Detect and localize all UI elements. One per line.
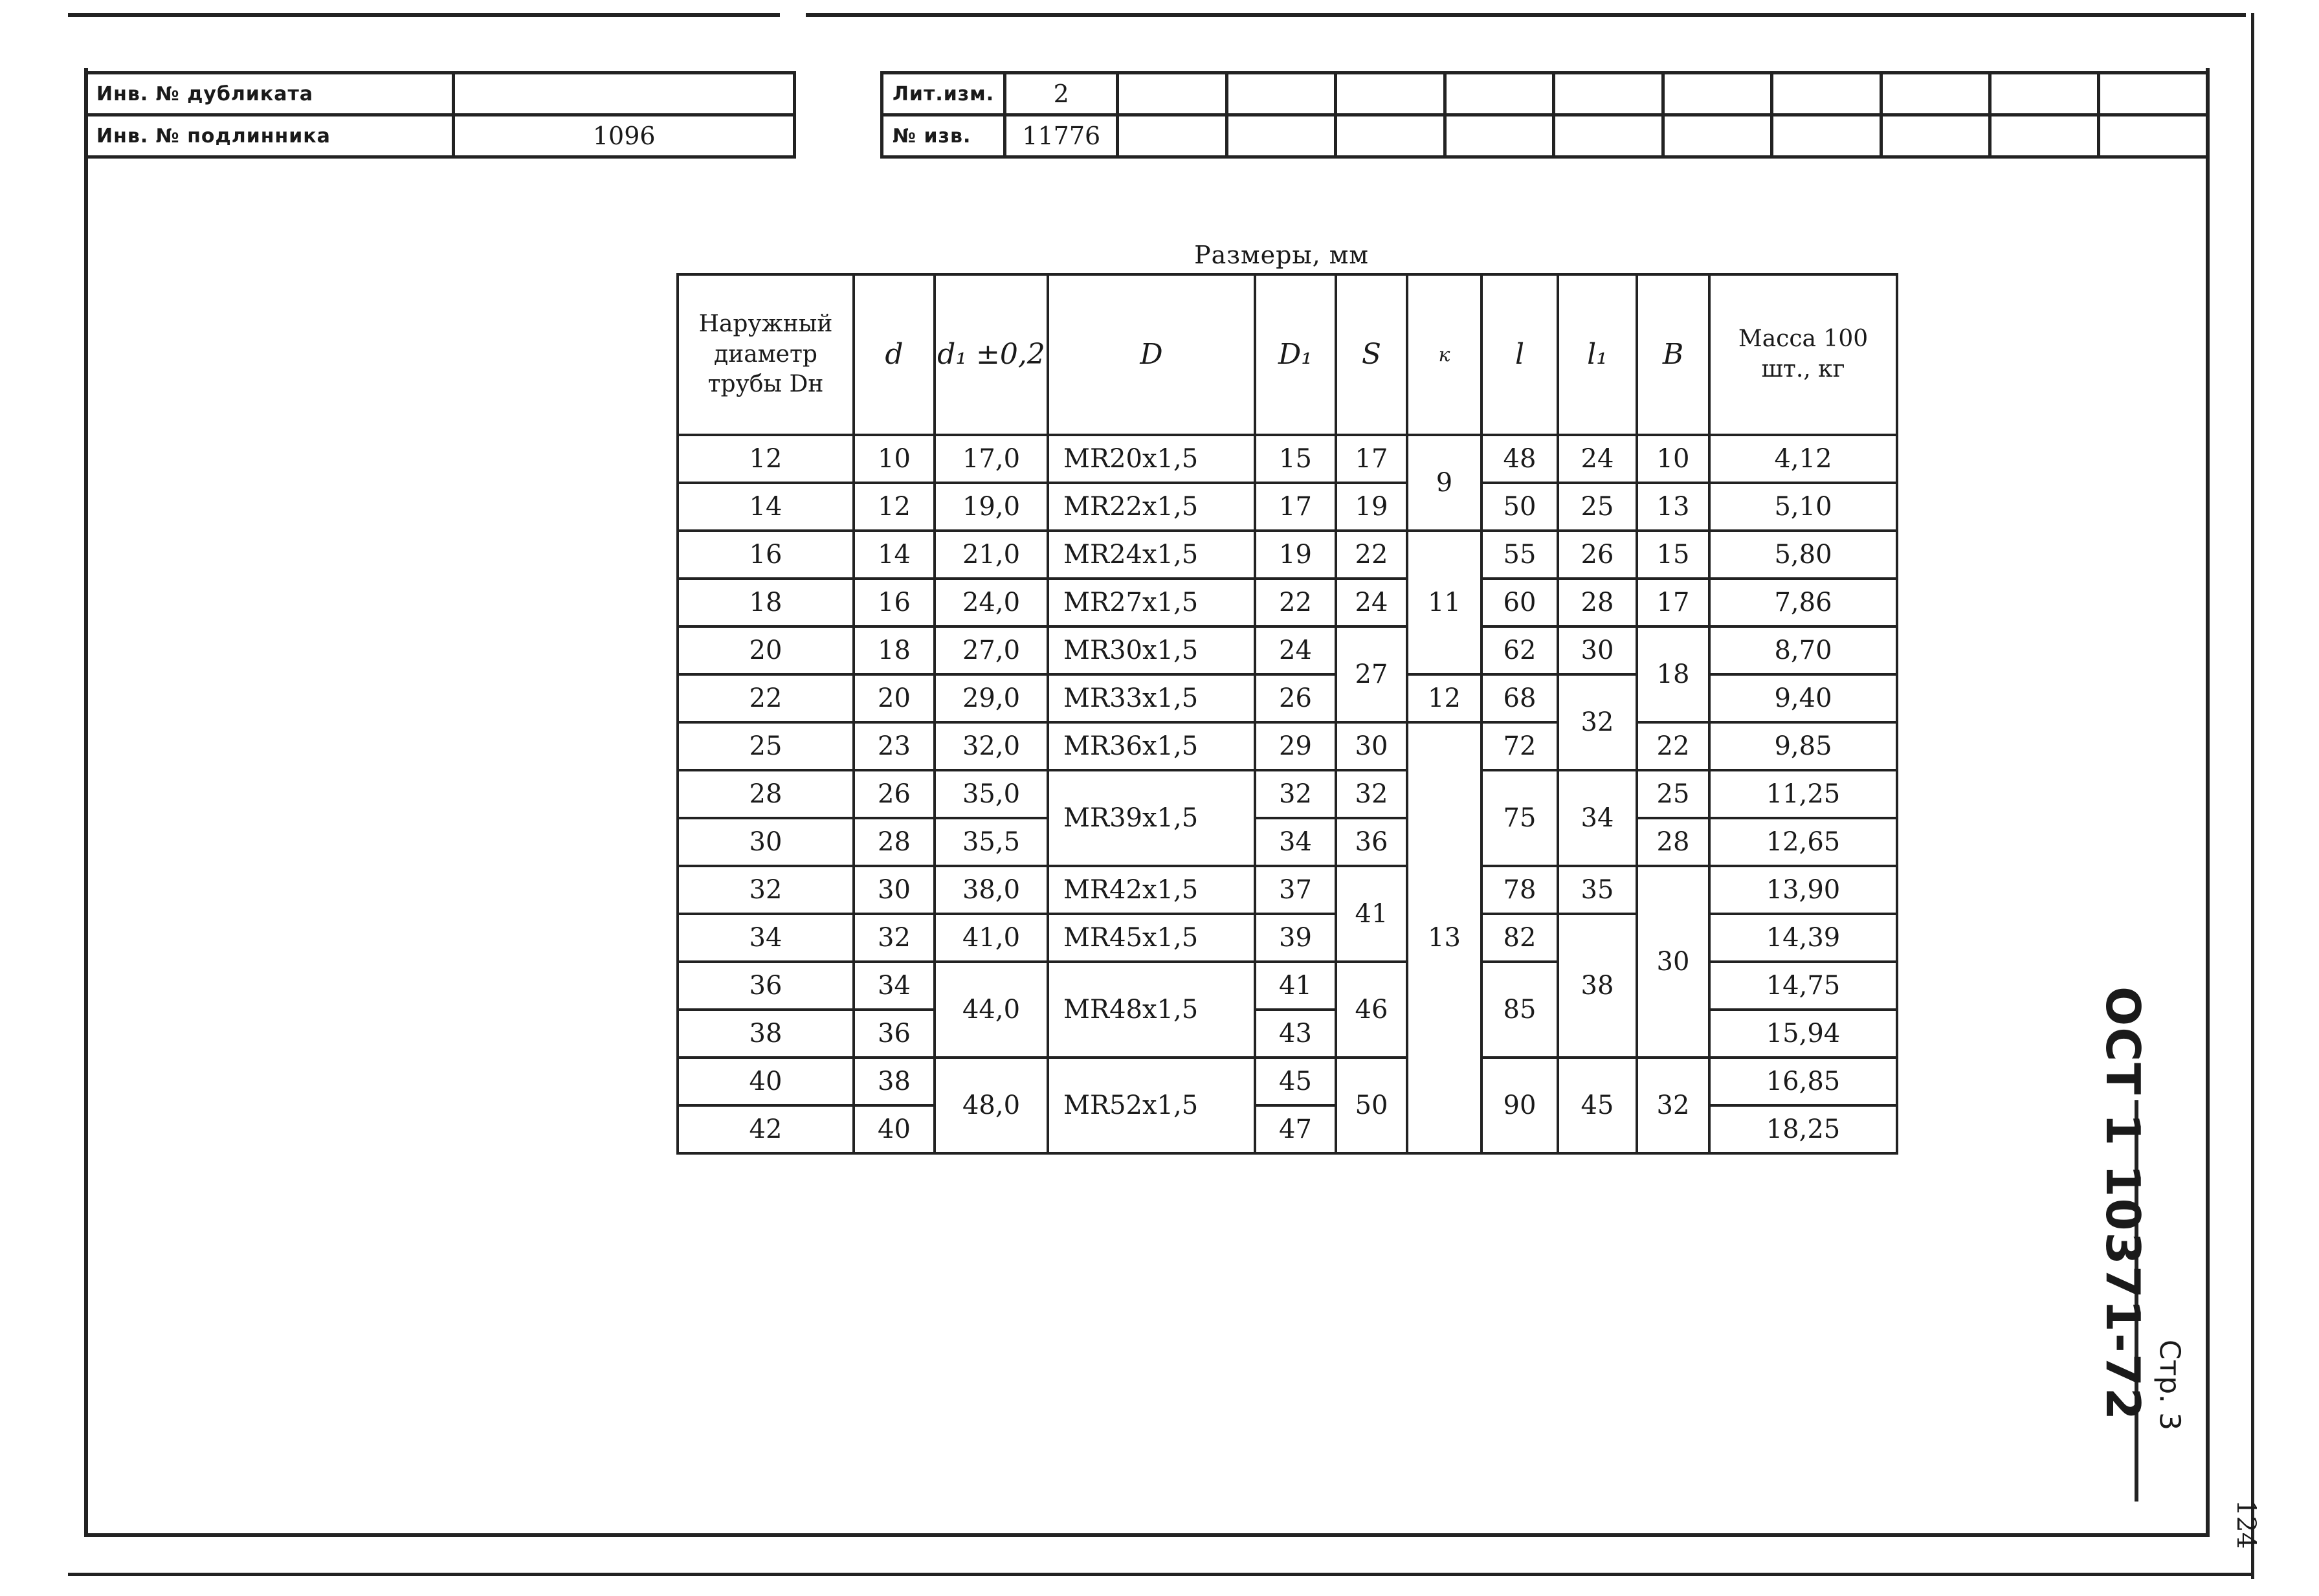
- cell-l1: 35: [1558, 866, 1637, 914]
- cell-D: MR42x1,5: [1048, 866, 1255, 914]
- cell-d1: 44,0: [935, 962, 1048, 1058]
- cell-S: 36: [1336, 818, 1407, 866]
- cell-mass: 13,90: [1709, 866, 1897, 914]
- frame-left: [84, 68, 88, 1537]
- table-row: [678, 483, 1897, 531]
- cell-l1: 32: [1558, 674, 1637, 770]
- cell-S: 30: [1336, 722, 1407, 770]
- cell-l1: 24: [1558, 435, 1637, 483]
- cell-dn: 38: [678, 1010, 854, 1058]
- cell-k: 12: [1407, 674, 1481, 722]
- header-dn: Наружный диаметр трубы Dн: [678, 274, 854, 435]
- header-B: B: [1637, 274, 1709, 435]
- cell-k: 11: [1407, 531, 1481, 674]
- cell-l1: 38: [1558, 914, 1637, 1058]
- cell-mass: 9,85: [1709, 722, 1897, 770]
- cell-dn: 40: [678, 1058, 854, 1105]
- cell-dn: 30: [678, 818, 854, 866]
- cell-d: 18: [854, 626, 935, 674]
- table-row: [678, 435, 1897, 483]
- cell-D: MR48x1,5: [1048, 962, 1255, 1058]
- cell-D1: 47: [1255, 1105, 1336, 1153]
- header-S: S: [1336, 274, 1407, 435]
- cell-D: MR24x1,5: [1048, 531, 1255, 579]
- cell-d: 23: [854, 722, 935, 770]
- inv-original-value: 1096: [454, 115, 795, 157]
- cell-S: 27: [1336, 626, 1407, 722]
- cell-l1: 34: [1558, 770, 1637, 866]
- table-row: [678, 722, 1897, 770]
- cell-S: 24: [1336, 579, 1407, 626]
- dimensions-table: [676, 273, 1898, 1155]
- inv-duplicate-label: Инв. № дубликата: [86, 73, 454, 115]
- cell-d1: 41,0: [935, 914, 1048, 962]
- cell-k: 9: [1407, 435, 1481, 531]
- top-edge-line: [68, 13, 780, 17]
- header-d: d: [854, 274, 935, 435]
- cell-B: 10: [1637, 435, 1709, 483]
- cell-l: 62: [1481, 626, 1558, 674]
- cell-l: 75: [1481, 770, 1558, 866]
- cell-mass: 7,86: [1709, 579, 1897, 626]
- cell-mass: 9,40: [1709, 674, 1897, 722]
- cell-dn: 42: [678, 1105, 854, 1153]
- frame-outer-right: [2251, 13, 2254, 1579]
- table-row: [678, 818, 1897, 866]
- cell-l: 50: [1481, 483, 1558, 531]
- cell-mass: 12,65: [1709, 818, 1897, 866]
- cell-dn: 12: [678, 435, 854, 483]
- cell-l1: 25: [1558, 483, 1637, 531]
- cell-d1: 48,0: [935, 1058, 1048, 1153]
- table-row: [678, 531, 1897, 579]
- cell-dn: 18: [678, 579, 854, 626]
- table-row: [678, 770, 1897, 818]
- cell-mass: 5,10: [1709, 483, 1897, 531]
- cell-D1: 41: [1255, 962, 1336, 1010]
- cell-B: 13: [1637, 483, 1709, 531]
- cell-D1: 26: [1255, 674, 1336, 722]
- cell-B: 15: [1637, 531, 1709, 579]
- standard-designation: ОСТ 1 10371-72: [2096, 986, 2150, 1421]
- table-row: [678, 1058, 1897, 1105]
- table-row: [678, 962, 1897, 1010]
- header-mass: Масса 100 шт., кг: [1709, 274, 1897, 435]
- cell-D1: 19: [1255, 531, 1336, 579]
- cell-l: 60: [1481, 579, 1558, 626]
- cell-l1: 26: [1558, 531, 1637, 579]
- cell-d: 34: [854, 962, 935, 1010]
- cell-l: 85: [1481, 962, 1558, 1058]
- cell-B: 22: [1637, 722, 1709, 770]
- cell-d: 32: [854, 914, 935, 962]
- cell-d: 10: [854, 435, 935, 483]
- cell-S: 32: [1336, 770, 1407, 818]
- cell-dn: 16: [678, 531, 854, 579]
- lit-value: 2: [1005, 73, 1118, 115]
- cell-k: 13: [1407, 722, 1481, 1153]
- cell-S: 50: [1336, 1058, 1407, 1153]
- table-row: [678, 914, 1897, 962]
- cell-S: 22: [1336, 531, 1407, 579]
- table-row: [678, 866, 1897, 914]
- cell-dn: 22: [678, 674, 854, 722]
- table-row: [678, 1105, 1897, 1153]
- cell-l: 68: [1481, 674, 1558, 722]
- cell-l1: 30: [1558, 626, 1637, 674]
- cell-B: 30: [1637, 866, 1709, 1058]
- cell-B: 17: [1637, 579, 1709, 626]
- cell-dn: 34: [678, 914, 854, 962]
- cell-D: MR36x1,5: [1048, 722, 1255, 770]
- cell-D: MR52x1,5: [1048, 1058, 1255, 1153]
- cell-D: MR45x1,5: [1048, 914, 1255, 962]
- cell-D1: 39: [1255, 914, 1336, 962]
- cell-l: 82: [1481, 914, 1558, 962]
- cell-D1: 17: [1255, 483, 1336, 531]
- cell-dn: 25: [678, 722, 854, 770]
- cell-D1: 32: [1255, 770, 1336, 818]
- cell-l: 78: [1481, 866, 1558, 914]
- cell-d: 36: [854, 1010, 935, 1058]
- cell-D: MR33x1,5: [1048, 674, 1255, 722]
- cell-d1: 35,5: [935, 818, 1048, 866]
- cell-l1: 45: [1558, 1058, 1637, 1153]
- cell-S: 17: [1336, 435, 1407, 483]
- change-record-stamp: [880, 71, 2210, 159]
- lit-label: Лит.изм.: [882, 73, 1005, 115]
- header-row: [678, 274, 1897, 435]
- change-label: № изв.: [882, 115, 1005, 157]
- cell-d: 28: [854, 818, 935, 866]
- cell-D: MR27x1,5: [1048, 579, 1255, 626]
- cell-B: 25: [1637, 770, 1709, 818]
- cell-d1: 21,0: [935, 531, 1048, 579]
- header-k: к: [1407, 274, 1481, 435]
- cell-d: 14: [854, 531, 935, 579]
- cell-B: 32: [1637, 1058, 1709, 1153]
- top-edge-line-right: [806, 13, 2246, 17]
- table-title: Размеры, мм: [1194, 241, 1369, 269]
- header-l: l: [1481, 274, 1558, 435]
- cell-D1: 45: [1255, 1058, 1336, 1105]
- cell-D1: 43: [1255, 1010, 1336, 1058]
- cell-d1: 29,0: [935, 674, 1048, 722]
- cell-l: 72: [1481, 722, 1558, 770]
- header-l1: l₁: [1558, 274, 1637, 435]
- inv-original-label: Инв. № подлинника: [86, 115, 454, 157]
- cell-mass: 11,25: [1709, 770, 1897, 818]
- cell-B: 18: [1637, 626, 1709, 722]
- cell-S: 46: [1336, 962, 1407, 1058]
- cell-D1: 34: [1255, 818, 1336, 866]
- cell-d1: 38,0: [935, 866, 1048, 914]
- cell-mass: 16,85: [1709, 1058, 1897, 1105]
- cell-d: 38: [854, 1058, 935, 1105]
- cell-B: 28: [1637, 818, 1709, 866]
- cell-d1: 35,0: [935, 770, 1048, 818]
- cell-d: 12: [854, 483, 935, 531]
- cell-dn: 14: [678, 483, 854, 531]
- header-d1: d₁ ±0,2: [935, 274, 1048, 435]
- cell-D: MR20x1,5: [1048, 435, 1255, 483]
- inv-duplicate-value: [454, 73, 795, 115]
- cell-D1: 24: [1255, 626, 1336, 674]
- cell-mass: 4,12: [1709, 435, 1897, 483]
- cell-d: 20: [854, 674, 935, 722]
- cell-mass: 5,80: [1709, 531, 1897, 579]
- cell-D1: 22: [1255, 579, 1336, 626]
- bottom-edge-line: [68, 1573, 2254, 1576]
- cell-mass: 14,39: [1709, 914, 1897, 962]
- table-row: [678, 579, 1897, 626]
- cell-d1: 17,0: [935, 435, 1048, 483]
- header-D: D: [1048, 274, 1255, 435]
- header-D1: D₁: [1255, 274, 1336, 435]
- cell-l: 90: [1481, 1058, 1558, 1153]
- cell-mass: 8,70: [1709, 626, 1897, 674]
- change-value: 11776: [1005, 115, 1118, 157]
- sheet-number: 124: [2231, 1499, 2261, 1549]
- frame-bottom: [84, 1533, 2210, 1537]
- cell-D1: 37: [1255, 866, 1336, 914]
- table-row: [678, 1010, 1897, 1058]
- cell-D: MR39x1,5: [1048, 770, 1255, 866]
- cell-dn: 32: [678, 866, 854, 914]
- cell-D: MR30x1,5: [1048, 626, 1255, 674]
- cell-d1: 24,0: [935, 579, 1048, 626]
- table-row: [678, 626, 1897, 674]
- cell-dn: 20: [678, 626, 854, 674]
- cell-S: 19: [1336, 483, 1407, 531]
- cell-D1: 29: [1255, 722, 1336, 770]
- table-row: [678, 674, 1897, 722]
- cell-dn: 36: [678, 962, 854, 1010]
- page-label: Стр. 3: [2153, 1339, 2186, 1431]
- cell-l: 48: [1481, 435, 1558, 483]
- cell-mass: 15,94: [1709, 1010, 1897, 1058]
- cell-D1: 15: [1255, 435, 1336, 483]
- inventory-stamp: [84, 71, 796, 159]
- cell-dn: 28: [678, 770, 854, 818]
- cell-l: 55: [1481, 531, 1558, 579]
- cell-d: 40: [854, 1105, 935, 1153]
- cell-l1: 28: [1558, 579, 1637, 626]
- cell-d: 26: [854, 770, 935, 818]
- cell-D: MR22x1,5: [1048, 483, 1255, 531]
- cell-d: 30: [854, 866, 935, 914]
- cell-d1: 27,0: [935, 626, 1048, 674]
- cell-d: 16: [854, 579, 935, 626]
- cell-S: 41: [1336, 866, 1407, 962]
- cell-d1: 19,0: [935, 483, 1048, 531]
- cell-d1: 32,0: [935, 722, 1048, 770]
- frame-right: [2206, 68, 2210, 1537]
- cell-mass: 14,75: [1709, 962, 1897, 1010]
- cell-mass: 18,25: [1709, 1105, 1897, 1153]
